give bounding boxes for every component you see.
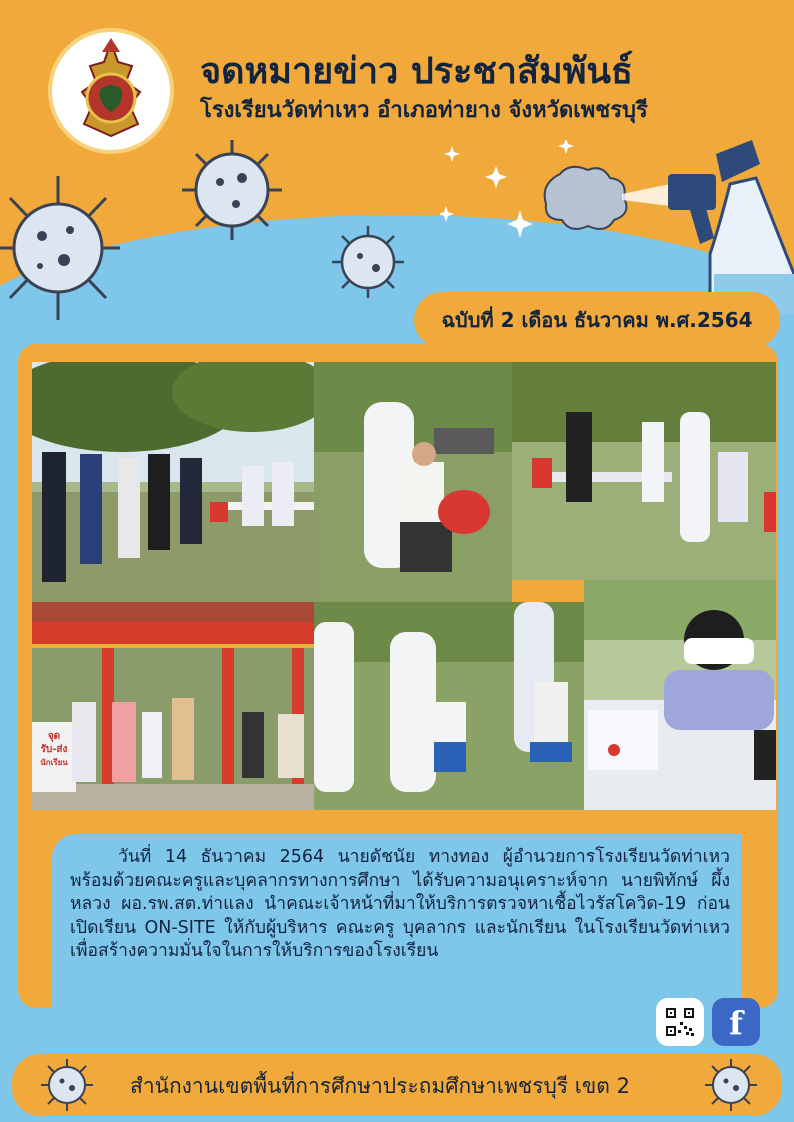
virus-icon	[180, 138, 284, 242]
page-title: จดหมายข่าว ประชาสัมพันธ์	[200, 51, 634, 92]
sign-line-1: จุด	[47, 731, 61, 742]
photo-staff-group	[32, 362, 314, 602]
virus-icon	[40, 1058, 94, 1112]
photo-testing-station	[512, 362, 776, 580]
facebook-button[interactable]	[712, 998, 760, 1046]
qr-code-icon	[656, 998, 704, 1046]
article-text: วันที่ 14 ธันวาคม 2564 นายดัชนัย ทางทอง ผู้อำนวยการโรงเรียนวัดท่าเหว พร้อมด้วยคณะครูและบุคลากรทางการศึกษา ได้รับความอนุเคราะห์จาก นายพิทักษ์ ผึ้งหลวง ผอ.รพ.สต.ท่าแลง นำคณะเจ้าหน้าที่มาให้บริการตรวจหาเชื้อไวรัสโควิด-19 ก่อนเปิดเรียน ON-SITE ให้กับผู้บริหาร คณะครู บุคลากร และนักเรียน ในโรงเรียนวัดท่าเหว เพื่อสร้างความมั่นใจในการให้บริการของโรงเรียน	[70, 847, 730, 961]
photo-pickup-pavilion	[32, 602, 314, 810]
qr-code[interactable]	[656, 998, 704, 1046]
virus-icon	[0, 168, 120, 328]
school-name: โรงเรียนวัดท่าเหว อำเภอท่ายาง จังหวัดเพชรบุรี	[200, 98, 648, 123]
photo-swab-test-students	[314, 602, 584, 810]
sign-line-2: รับ-ส่ง	[40, 744, 68, 755]
footer-text: สำนักงานเขตพื้นที่การศึกษาประถมศึกษาเพชรบุรี เขต 2	[130, 1074, 630, 1098]
photo-swab-test-man	[314, 362, 512, 602]
photo-student-signing	[584, 580, 776, 810]
spray-bottle-icon	[540, 134, 794, 314]
virus-icon	[704, 1058, 758, 1112]
facebook-icon: f	[729, 1004, 743, 1042]
school-logo	[48, 28, 174, 154]
virus-icon	[330, 224, 406, 300]
pickup-sign	[34, 730, 74, 790]
photo-collage	[32, 362, 776, 810]
school-emblem-icon	[52, 32, 170, 150]
issue-badge: ฉบับที่ 2 เดือน ธันวาคม พ.ศ.2564	[414, 292, 780, 348]
sign-line-3: นักเรียน	[40, 758, 68, 767]
